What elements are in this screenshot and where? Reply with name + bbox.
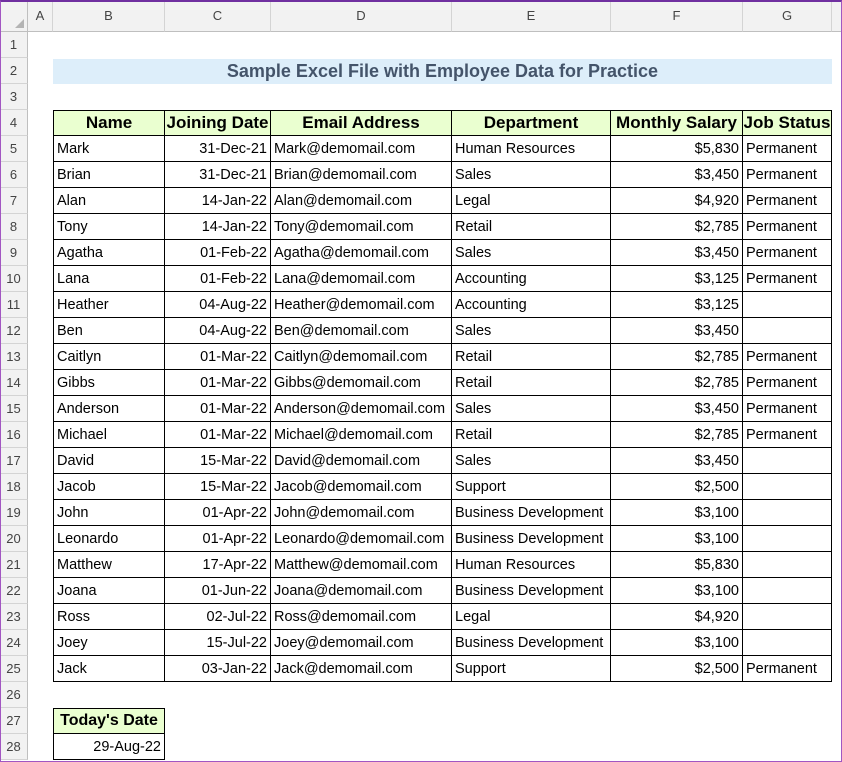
joining-date-cell[interactable]: 31-Dec-21 — [165, 162, 271, 188]
joining-date-cell[interactable]: 15-Mar-22 — [165, 474, 271, 500]
department-cell[interactable]: Support — [452, 656, 611, 682]
row-header[interactable]: 2 — [0, 58, 28, 84]
column-header[interactable]: D — [271, 0, 452, 32]
email-cell[interactable]: Leonardo@demomail.com — [271, 526, 452, 552]
job-status-cell[interactable] — [743, 578, 832, 604]
job-status-cell[interactable] — [743, 474, 832, 500]
todays-date-label[interactable]: Today's Date — [53, 708, 165, 734]
name-cell[interactable]: Jack — [53, 656, 165, 682]
name-cell[interactable]: Michael — [53, 422, 165, 448]
job-status-cell[interactable] — [743, 552, 832, 578]
salary-cell[interactable]: $2,785 — [611, 344, 743, 370]
row-header[interactable]: 17 — [0, 448, 28, 474]
row-header[interactable]: 20 — [0, 526, 28, 552]
name-cell[interactable]: John — [53, 500, 165, 526]
department-cell[interactable]: Retail — [452, 344, 611, 370]
department-cell[interactable]: Accounting — [452, 266, 611, 292]
department-cell[interactable]: Sales — [452, 448, 611, 474]
row-header[interactable]: 1 — [0, 32, 28, 58]
salary-cell[interactable]: $3,450 — [611, 318, 743, 344]
row-header[interactable]: 27 — [0, 708, 28, 734]
department-cell[interactable]: Business Development — [452, 526, 611, 552]
salary-cell[interactable]: $4,920 — [611, 188, 743, 214]
column-header[interactable]: C — [165, 0, 271, 32]
email-cell[interactable]: Joey@demomail.com — [271, 630, 452, 656]
column-header[interactable]: F — [611, 0, 743, 32]
name-cell[interactable]: Joey — [53, 630, 165, 656]
department-cell[interactable]: Sales — [452, 162, 611, 188]
select-all-corner[interactable] — [0, 0, 28, 32]
salary-cell[interactable]: $3,450 — [611, 448, 743, 474]
joining-date-cell[interactable]: 15-Mar-22 — [165, 448, 271, 474]
name-cell[interactable]: Leonardo — [53, 526, 165, 552]
job-status-cell[interactable]: Permanent — [743, 422, 832, 448]
row-header[interactable]: 23 — [0, 604, 28, 630]
row-header[interactable]: 13 — [0, 344, 28, 370]
email-cell[interactable]: Tony@demomail.com — [271, 214, 452, 240]
joining-date-cell[interactable]: 04-Aug-22 — [165, 292, 271, 318]
row-header[interactable]: 21 — [0, 552, 28, 578]
salary-cell[interactable]: $5,830 — [611, 552, 743, 578]
email-cell[interactable]: Jack@demomail.com — [271, 656, 452, 682]
email-cell[interactable]: Ben@demomail.com — [271, 318, 452, 344]
email-cell[interactable]: Heather@demomail.com — [271, 292, 452, 318]
name-cell[interactable]: Ben — [53, 318, 165, 344]
name-cell[interactable]: Caitlyn — [53, 344, 165, 370]
email-cell[interactable]: Jacob@demomail.com — [271, 474, 452, 500]
name-cell[interactable]: Gibbs — [53, 370, 165, 396]
email-cell[interactable]: Mark@demomail.com — [271, 136, 452, 162]
email-cell[interactable]: Matthew@demomail.com — [271, 552, 452, 578]
salary-cell[interactable]: $3,100 — [611, 500, 743, 526]
salary-cell[interactable]: $3,450 — [611, 396, 743, 422]
row-header[interactable]: 24 — [0, 630, 28, 656]
job-status-cell[interactable]: Permanent — [743, 344, 832, 370]
salary-cell[interactable]: $5,830 — [611, 136, 743, 162]
row-header[interactable]: 10 — [0, 266, 28, 292]
salary-cell[interactable]: $3,125 — [611, 292, 743, 318]
job-status-cell[interactable]: Permanent — [743, 266, 832, 292]
row-header[interactable]: 12 — [0, 318, 28, 344]
job-status-cell[interactable]: Permanent — [743, 370, 832, 396]
salary-cell[interactable]: $2,785 — [611, 370, 743, 396]
department-cell[interactable]: Retail — [452, 214, 611, 240]
row-header[interactable]: 11 — [0, 292, 28, 318]
joining-date-cell[interactable]: 01-Apr-22 — [165, 500, 271, 526]
row-header[interactable]: 8 — [0, 214, 28, 240]
department-cell[interactable]: Business Development — [452, 630, 611, 656]
job-status-cell[interactable]: Permanent — [743, 188, 832, 214]
job-status-cell[interactable] — [743, 448, 832, 474]
row-header[interactable]: 16 — [0, 422, 28, 448]
header-job-status[interactable]: Job Status — [743, 110, 832, 136]
job-status-cell[interactable] — [743, 630, 832, 656]
joining-date-cell[interactable]: 01-Feb-22 — [165, 266, 271, 292]
email-cell[interactable]: Michael@demomail.com — [271, 422, 452, 448]
job-status-cell[interactable] — [743, 526, 832, 552]
job-status-cell[interactable]: Permanent — [743, 396, 832, 422]
row-header[interactable]: 14 — [0, 370, 28, 396]
joining-date-cell[interactable]: 15-Jul-22 — [165, 630, 271, 656]
job-status-cell[interactable] — [743, 318, 832, 344]
salary-cell[interactable]: $4,920 — [611, 604, 743, 630]
department-cell[interactable]: Accounting — [452, 292, 611, 318]
email-cell[interactable]: Ross@demomail.com — [271, 604, 452, 630]
joining-date-cell[interactable]: 01-Mar-22 — [165, 422, 271, 448]
department-cell[interactable]: Legal — [452, 604, 611, 630]
joining-date-cell[interactable]: 03-Jan-22 — [165, 656, 271, 682]
column-header[interactable]: B — [53, 0, 165, 32]
job-status-cell[interactable] — [743, 500, 832, 526]
email-cell[interactable]: John@demomail.com — [271, 500, 452, 526]
department-cell[interactable]: Business Development — [452, 500, 611, 526]
job-status-cell[interactable]: Permanent — [743, 136, 832, 162]
department-cell[interactable]: Sales — [452, 240, 611, 266]
name-cell[interactable]: Tony — [53, 214, 165, 240]
department-cell[interactable]: Business Development — [452, 578, 611, 604]
email-cell[interactable]: Agatha@demomail.com — [271, 240, 452, 266]
job-status-cell[interactable]: Permanent — [743, 656, 832, 682]
name-cell[interactable]: Joana — [53, 578, 165, 604]
header-monthly-salary[interactable]: Monthly Salary — [611, 110, 743, 136]
name-cell[interactable]: Brian — [53, 162, 165, 188]
name-cell[interactable]: Ross — [53, 604, 165, 630]
row-header[interactable]: 5 — [0, 136, 28, 162]
header-department[interactable]: Department — [452, 110, 611, 136]
email-cell[interactable]: Alan@demomail.com — [271, 188, 452, 214]
name-cell[interactable]: Jacob — [53, 474, 165, 500]
joining-date-cell[interactable]: 01-Feb-22 — [165, 240, 271, 266]
row-header[interactable]: 19 — [0, 500, 28, 526]
header-name[interactable]: Name — [53, 110, 165, 136]
row-header[interactable]: 3 — [0, 84, 28, 110]
salary-cell[interactable]: $3,100 — [611, 630, 743, 656]
department-cell[interactable]: Human Resources — [452, 552, 611, 578]
name-cell[interactable]: David — [53, 448, 165, 474]
row-header[interactable]: 22 — [0, 578, 28, 604]
department-cell[interactable]: Retail — [452, 422, 611, 448]
email-cell[interactable]: David@demomail.com — [271, 448, 452, 474]
salary-cell[interactable]: $2,500 — [611, 656, 743, 682]
department-cell[interactable]: Retail — [452, 370, 611, 396]
name-cell[interactable]: Anderson — [53, 396, 165, 422]
job-status-cell[interactable]: Permanent — [743, 240, 832, 266]
joining-date-cell[interactable]: 31-Dec-21 — [165, 136, 271, 162]
department-cell[interactable]: Legal — [452, 188, 611, 214]
salary-cell[interactable]: $2,500 — [611, 474, 743, 500]
header-email-address[interactable]: Email Address — [271, 110, 452, 136]
row-header[interactable]: 25 — [0, 656, 28, 682]
todays-date-value[interactable]: 29-Aug-22 — [53, 734, 165, 760]
job-status-cell[interactable] — [743, 604, 832, 630]
email-cell[interactable]: Gibbs@demomail.com — [271, 370, 452, 396]
job-status-cell[interactable]: Permanent — [743, 162, 832, 188]
joining-date-cell[interactable]: 01-Jun-22 — [165, 578, 271, 604]
joining-date-cell[interactable]: 02-Jul-22 — [165, 604, 271, 630]
name-cell[interactable]: Agatha — [53, 240, 165, 266]
row-header[interactable]: 4 — [0, 110, 28, 136]
joining-date-cell[interactable]: 17-Apr-22 — [165, 552, 271, 578]
header-joining-date[interactable]: Joining Date — [165, 110, 271, 136]
name-cell[interactable]: Mark — [53, 136, 165, 162]
salary-cell[interactable]: $3,450 — [611, 240, 743, 266]
email-cell[interactable]: Lana@demomail.com — [271, 266, 452, 292]
row-header[interactable]: 7 — [0, 188, 28, 214]
email-cell[interactable]: Caitlyn@demomail.com — [271, 344, 452, 370]
row-header[interactable]: 26 — [0, 682, 28, 708]
name-cell[interactable]: Alan — [53, 188, 165, 214]
salary-cell[interactable]: $3,100 — [611, 578, 743, 604]
joining-date-cell[interactable]: 01-Apr-22 — [165, 526, 271, 552]
column-header[interactable]: G — [743, 0, 832, 32]
column-header-filler — [832, 0, 842, 32]
salary-cell[interactable]: $3,450 — [611, 162, 743, 188]
joining-date-cell[interactable]: 01-Mar-22 — [165, 370, 271, 396]
sheet-title[interactable]: Sample Excel File with Employee Data for Practice — [53, 59, 832, 84]
salary-cell[interactable]: $2,785 — [611, 422, 743, 448]
email-cell[interactable]: Joana@demomail.com — [271, 578, 452, 604]
department-cell[interactable]: Support — [452, 474, 611, 500]
name-cell[interactable]: Heather — [53, 292, 165, 318]
row-header[interactable]: 18 — [0, 474, 28, 500]
joining-date-cell[interactable]: 01-Mar-22 — [165, 396, 271, 422]
row-header[interactable]: 28 — [0, 734, 28, 760]
department-cell[interactable]: Human Resources — [452, 136, 611, 162]
name-cell[interactable]: Matthew — [53, 552, 165, 578]
salary-cell[interactable]: $3,125 — [611, 266, 743, 292]
email-cell[interactable]: Anderson@demomail.com — [271, 396, 452, 422]
row-header[interactable]: 15 — [0, 396, 28, 422]
salary-cell[interactable]: $2,785 — [611, 214, 743, 240]
job-status-cell[interactable]: Permanent — [743, 214, 832, 240]
department-cell[interactable]: Sales — [452, 318, 611, 344]
joining-date-cell[interactable]: 01-Mar-22 — [165, 344, 271, 370]
row-header[interactable]: 9 — [0, 240, 28, 266]
job-status-cell[interactable] — [743, 292, 832, 318]
joining-date-cell[interactable]: 14-Jan-22 — [165, 188, 271, 214]
joining-date-cell[interactable]: 14-Jan-22 — [165, 214, 271, 240]
salary-cell[interactable]: $3,100 — [611, 526, 743, 552]
name-cell[interactable]: Lana — [53, 266, 165, 292]
column-header[interactable]: E — [452, 0, 611, 32]
department-cell[interactable]: Sales — [452, 396, 611, 422]
row-header[interactable]: 6 — [0, 162, 28, 188]
email-cell[interactable]: Brian@demomail.com — [271, 162, 452, 188]
joining-date-cell[interactable]: 04-Aug-22 — [165, 318, 271, 344]
column-header[interactable]: A — [28, 0, 53, 32]
